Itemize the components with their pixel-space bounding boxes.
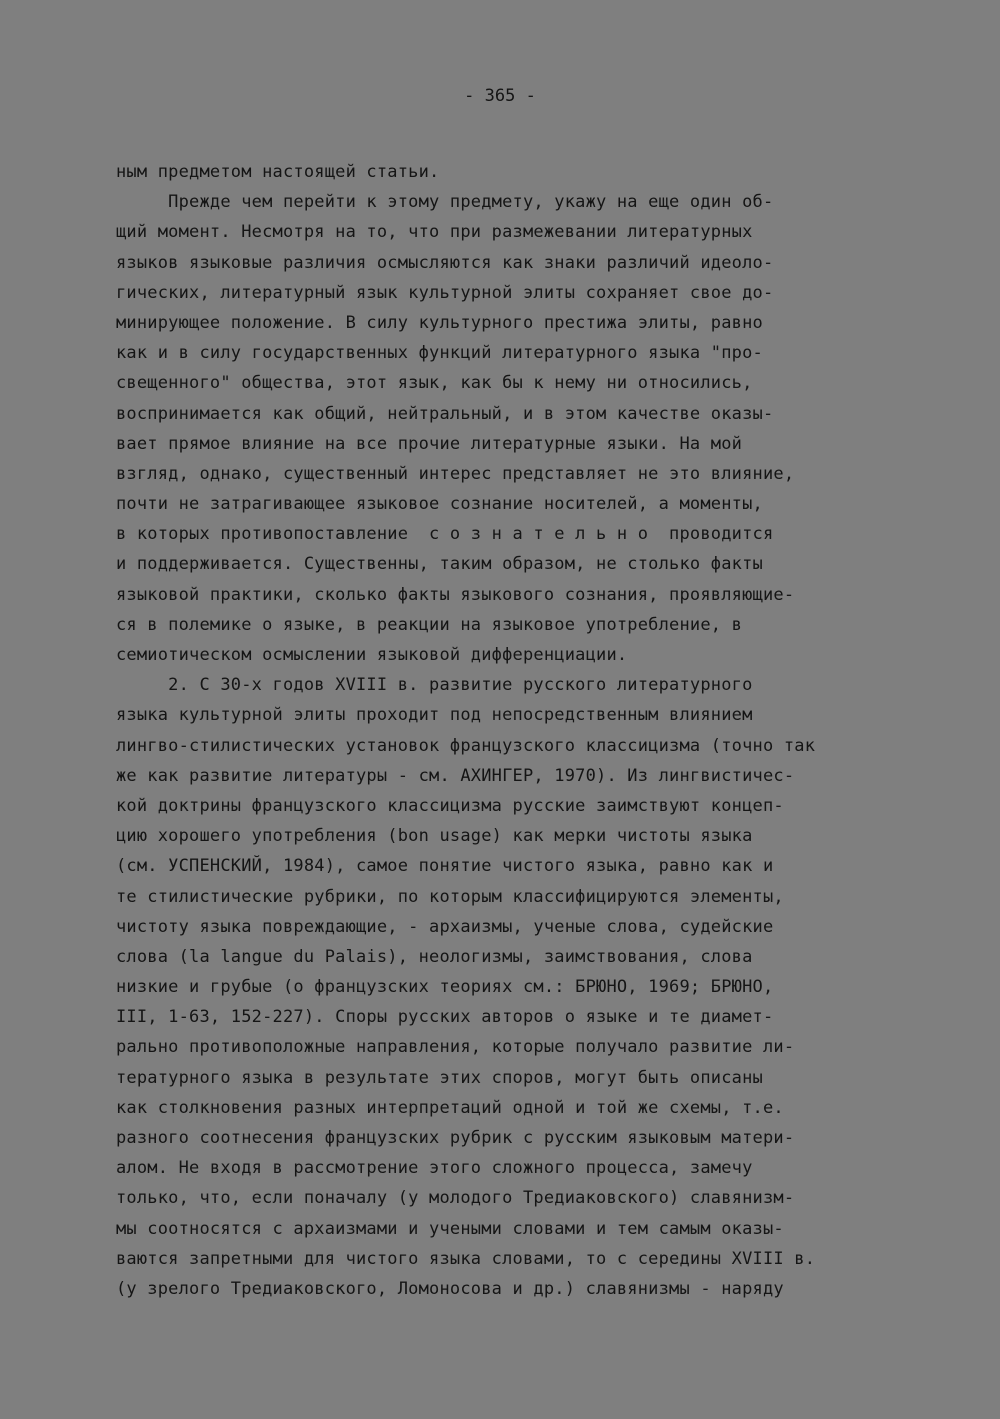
text-line: гических, литературный язык культурной элиты сохраняет свое до- xyxy=(116,282,774,303)
text-line: цию хорошего употребления (bon usage) как мерки чистоты языка xyxy=(116,826,753,847)
text-line: и поддерживается. Существенны, таким образом, не столько факты xyxy=(116,554,763,575)
text-line: же как развитие литературы - см. АХИНГЕР, 1970). Из лингвистичес- xyxy=(116,765,795,786)
text-line: лингво-стилистических установок французского классицизма (точно так xyxy=(116,735,816,756)
text-line: слова (la langue du Palais), неологизмы, заимствования, слова xyxy=(116,946,753,967)
text-line: свещенного" общества, этот язык, как бы к нему ни относились, xyxy=(116,373,753,394)
text-line: вает прямое влияние на все прочие литературные языки. На мой xyxy=(116,433,743,454)
text-line: семиотическом осмыслении языковой дифференциации. xyxy=(116,645,628,665)
text-line: только, что, если поначалу (у молодого Тредиаковского) славянизм- xyxy=(116,1188,795,1209)
text-line: языковой практики, сколько факты языкового сознания, проявляющие- xyxy=(116,584,795,605)
text-line: Прежде чем перейти к этому предмету, укажу на еще один об- xyxy=(116,192,774,213)
text-line: низкие и грубые (о французских теориях см.: БРЮНО, 1969; БРЮНО, xyxy=(116,977,774,998)
text-line: мы соотносятся с архаизмами и учеными словами и тем самым оказы- xyxy=(116,1218,784,1239)
text-line: разного соотнесения французских рубрик с русским языковым матери- xyxy=(116,1128,795,1148)
text-line: ся в полемике о языке, в реакции на языковое употребление, в xyxy=(116,614,743,635)
body-text xyxy=(116,160,926,1307)
text-line: алом. Не входя в рассмотрение этого сложного процесса, замечу xyxy=(116,1158,753,1179)
text-line: (см. УСПЕНСКИЙ, 1984), самое понятие чистого языка, равно как и xyxy=(116,856,774,877)
text-line: языков языковые различия осмысляются как знаки различий идеоло- xyxy=(116,252,774,273)
text-line: минирующее положение. В силу культурного престижа элиты, равно xyxy=(116,312,763,333)
text-line: 2. С 30-х годов XVIII в. развитие русского литературного xyxy=(116,675,753,696)
text-line: ваются запретными для чистого языка словами, то с середины XVIII в. xyxy=(116,1248,816,1269)
text-line: как и в силу государственных функций литературного языка "про- xyxy=(116,343,763,364)
text-line: ным предметом настоящей статьи. xyxy=(116,162,440,182)
text-line: воспринимается как общий, нейтральный, и в этом качестве оказы- xyxy=(116,403,774,424)
text-line: тературного языка в результате этих споров, могут быть описаны xyxy=(116,1067,763,1088)
text-line: III, 1-63, 152-227). Споры русских авторов о языке и те диамет- xyxy=(116,1007,774,1028)
text-line: кой доктрины французского классицизма русские заимствуют концеп- xyxy=(116,795,784,816)
text-line: рально противоположные направления, которые получало развитие ли- xyxy=(116,1037,795,1058)
page-number: - 365 - xyxy=(464,86,536,106)
text-line: те стилистические рубрики, по которым классифицируются элементы, xyxy=(116,886,784,907)
text-line: чистоту языка повреждающие, - архаизмы, ученые слова, судейские xyxy=(116,916,774,937)
text-line: взгляд, однако, существенный интерес представляет не это влияние, xyxy=(116,463,795,484)
text-line: щий момент. Несмотря на то, что при размежевании литературных xyxy=(116,222,753,243)
text-line: в которых противопоставление с о з н а т е л ь н о проводится xyxy=(116,524,774,545)
text-line: почти не затрагивающее языковое сознание носителей, а моменты, xyxy=(116,494,763,515)
text-line: (у зрелого Тредиаковского, Ломоносова и др.) славянизмы - наряду xyxy=(116,1278,784,1299)
text-line: как столкновения разных интерпретаций одной и той же схемы, т.е. xyxy=(116,1097,784,1118)
text-line: языка культурной элиты проходит под непосредственным влиянием xyxy=(116,705,753,726)
